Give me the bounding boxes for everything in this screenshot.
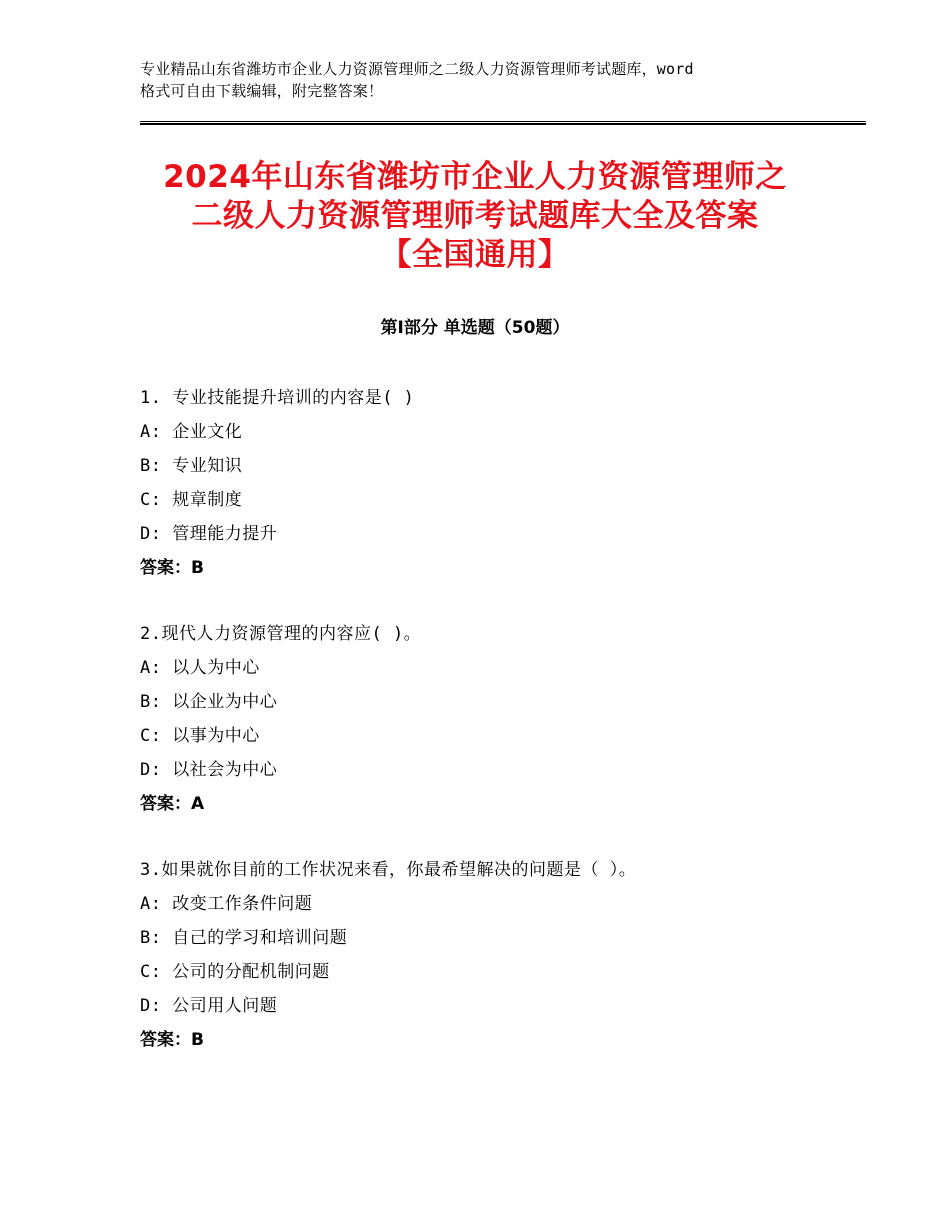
option-a: A: 企业文化 (140, 422, 243, 442)
title-line: 2024年山东省潍坊市企业人力资源管理师之 (163, 159, 787, 195)
option-c: C: 公司的分配机制问题 (140, 962, 330, 982)
header-divider (140, 121, 866, 125)
answer-label: 答案：A (140, 794, 205, 814)
option-a: A: 以人为中心 (140, 658, 260, 678)
option-d: D: 管理能力提升 (140, 524, 278, 544)
question-item (140, 381, 840, 585)
option-c: C: 规章制度 (140, 490, 243, 510)
header-note (140, 58, 830, 102)
question-list (140, 381, 840, 1089)
header-note-line: 专业精品山东省潍坊市企业人力资源管理师之二级人力资源管理师考试题库，word (140, 60, 694, 78)
answer-label: 答案：B (140, 1030, 204, 1050)
option-c: C: 以事为中心 (140, 726, 260, 746)
header-note-line: 格式可自由下载编辑，附完整答案！ (140, 82, 384, 100)
answer-label: 答案：B (140, 558, 204, 578)
question-item (140, 617, 840, 821)
title-line: 【全国通用】 (380, 237, 570, 273)
question-stem: 3.如果就你目前的工作状况来看，你最希望解决的问题是（ ）。 (140, 860, 637, 880)
title-line: 二级人力资源管理师考试题库大全及答案 (191, 198, 759, 234)
question-stem: 1. 专业技能提升培训的内容是( ) (140, 388, 415, 408)
question-stem: 2.现代人力资源管理的内容应( )。 (140, 624, 422, 644)
option-b: B: 专业知识 (140, 456, 243, 476)
document-title (110, 158, 840, 275)
option-b: B: 以企业为中心 (140, 692, 278, 712)
question-item (140, 853, 840, 1057)
option-d: D: 以社会为中心 (140, 760, 278, 780)
option-a: A: 改变工作条件问题 (140, 894, 313, 914)
option-b: B: 自己的学习和培训问题 (140, 928, 348, 948)
option-d: D: 公司用人问题 (140, 996, 278, 1016)
section-title: 第Ⅰ部分 单选题（50题） (380, 318, 570, 338)
